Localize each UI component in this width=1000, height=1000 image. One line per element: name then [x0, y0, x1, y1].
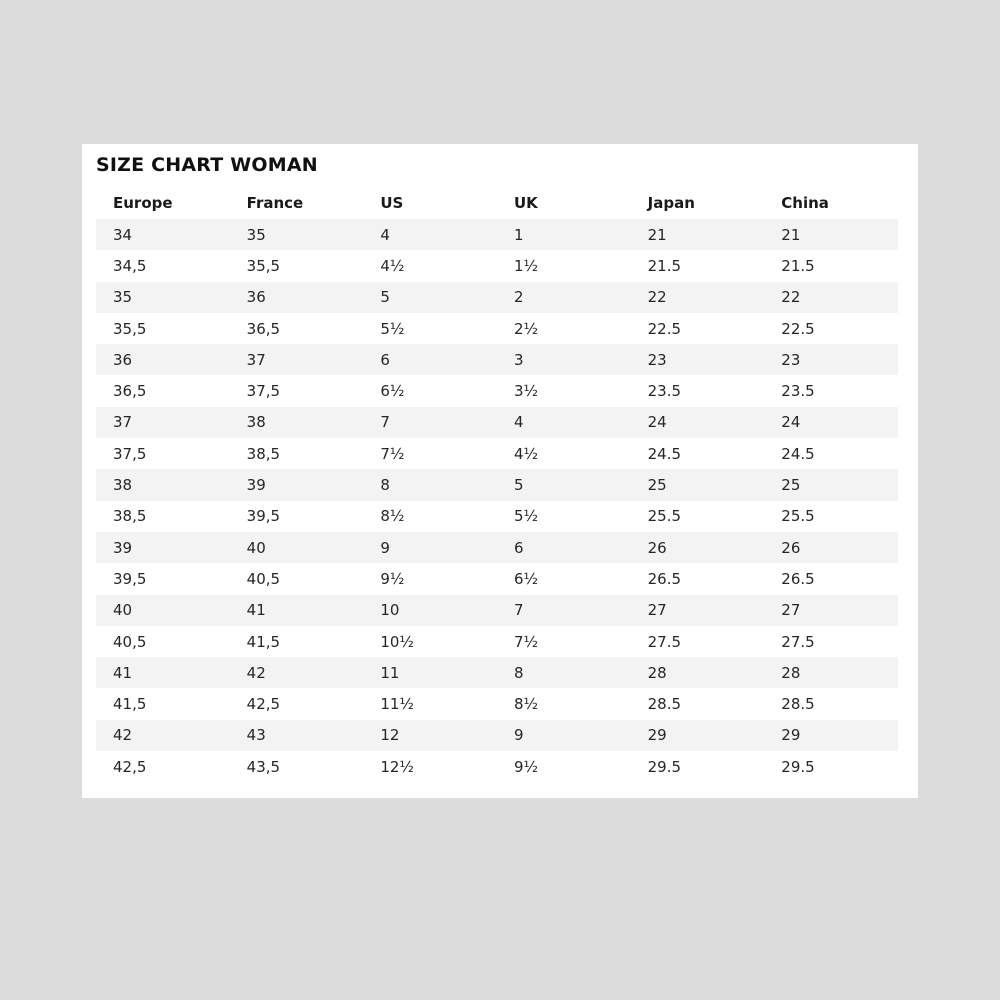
- cell-japan: 25.5: [647, 507, 682, 526]
- table-row: [96, 688, 898, 719]
- cell-us: 6: [363, 344, 497, 375]
- cell-japan: 28: [631, 657, 765, 688]
- cell-france: 40,5: [246, 569, 281, 588]
- table-row: [96, 595, 898, 626]
- cell-japan: 26: [631, 532, 765, 563]
- cell-france: 39: [230, 469, 364, 500]
- cell-us: 5½: [380, 319, 405, 338]
- cell-china: 24.5: [781, 444, 815, 463]
- size-table: [96, 187, 898, 782]
- cell-japan: 28.5: [647, 695, 682, 714]
- cell-uk: 6½: [513, 569, 539, 588]
- cell-uk: 4: [497, 407, 631, 438]
- cell-uk: 5½: [513, 507, 539, 526]
- table-row: [96, 563, 898, 594]
- cell-china: 28.5: [781, 695, 815, 714]
- cell-europe: 35: [96, 282, 230, 313]
- cell-us: 11: [363, 657, 497, 688]
- cell-us: 9½: [380, 569, 405, 588]
- cell-france: 38,5: [246, 444, 281, 463]
- table-row: [96, 532, 898, 563]
- cell-europe: 42: [96, 720, 230, 751]
- cell-us: 5: [363, 282, 497, 313]
- cell-china: 23: [764, 344, 898, 375]
- column-header-uk: UK: [513, 194, 538, 212]
- cell-china: 29.5: [781, 757, 815, 776]
- cell-us: 11½: [380, 695, 414, 714]
- cell-france: 39,5: [246, 507, 281, 526]
- cell-japan: 27.5: [647, 632, 682, 651]
- cell-france: 43,5: [246, 757, 281, 776]
- cell-europe: 41: [96, 657, 230, 688]
- cell-us: 7½: [380, 444, 405, 463]
- cell-france: 41,5: [246, 632, 281, 651]
- table-row: [96, 219, 898, 250]
- cell-france: 40: [230, 532, 364, 563]
- cell-europe: 35,5: [113, 319, 147, 338]
- cell-china: 21.5: [781, 256, 815, 275]
- cell-france: 38: [230, 407, 364, 438]
- cell-china: 27.5: [781, 632, 815, 651]
- column-header-europe: Europe: [113, 194, 173, 212]
- cell-uk: 9½: [513, 757, 539, 776]
- cell-france: 42: [230, 657, 364, 688]
- cell-us: 7: [363, 407, 497, 438]
- cell-europe: 38,5: [113, 507, 147, 526]
- size-chart-card: [82, 144, 918, 798]
- table-body: [96, 219, 898, 782]
- cell-uk: 1½: [513, 256, 539, 275]
- cell-japan: 27: [631, 595, 765, 626]
- cell-europe: 37: [96, 407, 230, 438]
- cell-uk: 1: [497, 219, 631, 250]
- table-row: [96, 720, 898, 751]
- cell-europe: 34: [96, 219, 230, 250]
- cell-china: 26: [764, 532, 898, 563]
- cell-us: 12½: [380, 757, 414, 776]
- cell-europe: 40,5: [113, 632, 147, 651]
- table-row: [96, 469, 898, 500]
- cell-china: 22: [764, 282, 898, 313]
- table-row: [96, 313, 898, 344]
- cell-japan: 22: [631, 282, 765, 313]
- cell-us: 9: [363, 532, 497, 563]
- cell-japan: 21.5: [647, 256, 682, 275]
- cell-us: 12: [363, 720, 497, 751]
- cell-japan: 25: [631, 469, 765, 500]
- cell-europe: 40: [96, 595, 230, 626]
- cell-france: 43: [230, 720, 364, 751]
- table-row: [96, 751, 898, 782]
- cell-europe: 41,5: [113, 695, 147, 714]
- cell-china: 23.5: [781, 382, 815, 401]
- cell-uk: 5: [497, 469, 631, 500]
- cell-japan: 24: [631, 407, 765, 438]
- cell-uk: 2: [497, 282, 631, 313]
- table-row: [96, 344, 898, 375]
- cell-uk: 7: [497, 595, 631, 626]
- cell-uk: 3½: [513, 382, 539, 401]
- column-header-france: France: [246, 194, 304, 212]
- cell-china: 25: [764, 469, 898, 500]
- cell-europe: 39,5: [113, 569, 147, 588]
- cell-japan: 21: [631, 219, 765, 250]
- cell-uk: 7½: [513, 632, 539, 651]
- cell-japan: 23.5: [647, 382, 682, 401]
- cell-us: 8½: [380, 507, 405, 526]
- cell-france: 42,5: [246, 695, 281, 714]
- cell-japan: 26.5: [647, 569, 682, 588]
- cell-france: 36: [230, 282, 364, 313]
- cell-japan: 29.5: [647, 757, 682, 776]
- cell-china: 25.5: [781, 507, 815, 526]
- cell-us: 4½: [380, 256, 405, 275]
- cell-uk: 4½: [513, 444, 539, 463]
- cell-france: 41: [230, 595, 364, 626]
- table-header-row: [96, 187, 898, 219]
- cell-japan: 22.5: [647, 319, 682, 338]
- cell-france: 37: [230, 344, 364, 375]
- cell-uk: 9: [497, 720, 631, 751]
- cell-china: 29: [764, 720, 898, 751]
- table-row: [96, 250, 898, 281]
- cell-france: 35,5: [246, 256, 281, 275]
- cell-us: 6½: [380, 382, 405, 401]
- table-row: [96, 657, 898, 688]
- column-header-china: China: [781, 194, 829, 212]
- cell-europe: 37,5: [113, 444, 147, 463]
- page-title: SIZE CHART WOMAN: [96, 154, 318, 176]
- table-row: [96, 375, 898, 406]
- column-header-japan: Japan: [647, 194, 695, 212]
- table-row: [96, 407, 898, 438]
- cell-us: 10½: [380, 632, 414, 651]
- table-row: [96, 626, 898, 657]
- cell-us: 4: [363, 219, 497, 250]
- table-row: [96, 282, 898, 313]
- cell-europe: 39: [96, 532, 230, 563]
- cell-china: 28: [764, 657, 898, 688]
- cell-europe: 34,5: [113, 256, 147, 275]
- cell-europe: 38: [96, 469, 230, 500]
- cell-europe: 42,5: [113, 757, 147, 776]
- cell-europe: 36,5: [113, 382, 147, 401]
- cell-uk: 3: [497, 344, 631, 375]
- cell-france: 36,5: [246, 319, 281, 338]
- cell-france: 37,5: [246, 382, 281, 401]
- cell-france: 35: [230, 219, 364, 250]
- table-row: [96, 438, 898, 469]
- cell-china: 22.5: [781, 319, 815, 338]
- cell-japan: 29: [631, 720, 765, 751]
- cell-china: 27: [764, 595, 898, 626]
- cell-china: 26.5: [781, 569, 815, 588]
- cell-europe: 36: [96, 344, 230, 375]
- cell-us: 8: [363, 469, 497, 500]
- table-row: [96, 501, 898, 532]
- cell-china: 24: [764, 407, 898, 438]
- cell-china: 21: [764, 219, 898, 250]
- cell-uk: 8½: [513, 695, 539, 714]
- cell-japan: 24.5: [647, 444, 682, 463]
- cell-uk: 2½: [513, 319, 539, 338]
- cell-us: 10: [363, 595, 497, 626]
- cell-uk: 6: [497, 532, 631, 563]
- column-header-us: US: [380, 194, 404, 212]
- cell-uk: 8: [497, 657, 631, 688]
- cell-japan: 23: [631, 344, 765, 375]
